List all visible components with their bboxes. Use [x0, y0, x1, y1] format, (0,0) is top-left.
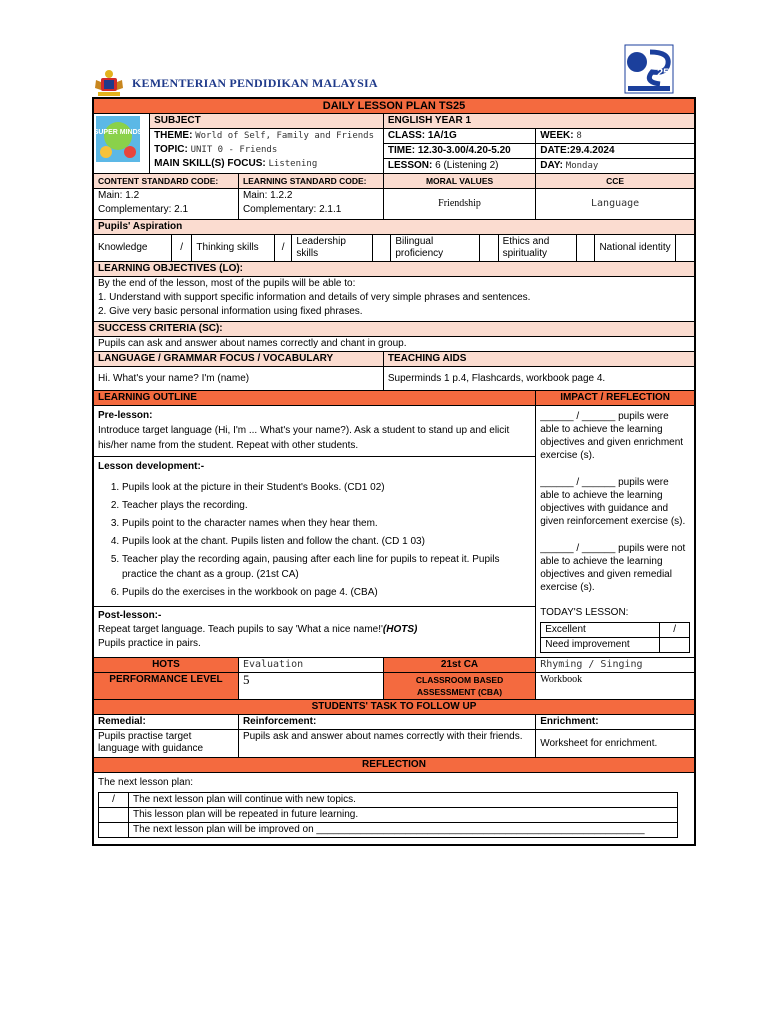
dev-step-5: 5. Teacher play the recording again, pausing after each line for pupils to repeat it. Pupils practice the chant as a group. (21st CA) [122, 552, 531, 582]
day-label: DAY: [540, 160, 564, 171]
topic-label: TOPIC: [154, 144, 188, 155]
cce-value: Language [536, 189, 695, 220]
objective-1: 1. Understand with support specific information and details of very simple phrases and sentences. [98, 292, 531, 303]
option-1-mark: / [99, 793, 129, 808]
pre-lesson-text: Introduce target language (Hi, I'm ... What's your name?). Ask a student to stand up and elicit his/her name from the student. Repeat with other students. [98, 425, 510, 451]
content-comp: Complementary: 2.1 [98, 204, 189, 215]
week-cell [536, 129, 695, 144]
logo-number: 25 [657, 67, 670, 79]
objectives-cell [94, 277, 695, 322]
class-info: CLASS: 1A/1G [383, 129, 535, 144]
pre-lesson-block [94, 406, 535, 457]
rating-need-improvement: Need improvement [541, 638, 660, 653]
ts25-logo-icon [624, 44, 674, 94]
aids-text: Superminds 1 p.4, Flashcards, workbook page 4. [383, 367, 694, 391]
option-2-text: This lesson plan will be repeated in future learning. [129, 808, 678, 823]
hots-value: Evaluation [238, 658, 383, 673]
outline-cell [94, 406, 536, 658]
reflection-cell [94, 773, 695, 845]
superminds-book-icon [96, 116, 140, 162]
impact-header: IMPACT / REFLECTION [536, 391, 695, 406]
day-value: Monday [565, 161, 599, 171]
enrichment-text: Worksheet for enrichment. [536, 730, 695, 758]
post-lesson-block [94, 607, 535, 652]
aspiration-national: National identity [595, 235, 675, 261]
objectives-header: LEARNING OBJECTIVES (LO): [94, 262, 695, 277]
rating-excellent-mark: / [660, 623, 690, 638]
theme-value: World of Self, Family and Friends [195, 131, 374, 141]
learning-standard-header: LEARNING STANDARD CODE: [238, 174, 383, 189]
week-value: 8 [576, 131, 582, 141]
impact-cell [536, 406, 695, 658]
rating-excellent: Excellent [541, 623, 660, 638]
performance-label: PERFORMANCE LEVEL [94, 673, 239, 700]
topic-value: UNIT 0 - Friends [190, 145, 278, 155]
skill-value: Listening [268, 159, 318, 169]
moral-value: Friendship [383, 189, 535, 220]
option-3-mark [99, 823, 129, 838]
reflection-header: REFLECTION [94, 758, 695, 773]
objectives-intro: By the end of the lesson, most of the pupils will be able to: [98, 278, 356, 289]
performance-value: 5 [238, 673, 383, 700]
reinforcement-text: Pupils ask and answer about names correctly with their friends. [238, 730, 535, 758]
content-standard-header: CONTENT STANDARD CODE: [94, 174, 239, 189]
ministry-name: KEMENTERIAN PENDIDIKAN MALAYSIA [132, 76, 378, 90]
aspiration-row [94, 235, 695, 262]
subject-value: ENGLISH YEAR 1 [383, 114, 694, 129]
date-info: DATE:29.4.2024 [536, 144, 695, 159]
moral-values-header: MORAL VALUES [383, 174, 535, 189]
aspiration-leadership-mark [372, 235, 391, 261]
content-main: Main: 1.2 [98, 190, 140, 201]
impact-2: ______ / ______ pupils were able to achieve the learning objectives with guidance and given reinforcement exercise (s). [540, 477, 686, 527]
today-lesson-label: TODAY'S LESSON: [540, 607, 629, 618]
reflection-options [98, 792, 678, 838]
rating-need-improvement-mark [660, 638, 690, 653]
learning-main: Main: 1.2.2 [242, 190, 293, 201]
focus-header: LANGUAGE / GRAMMAR FOCUS / VOCABULARY [94, 352, 384, 367]
content-standard-cell [94, 189, 239, 220]
aspiration-knowledge: Knowledge [94, 235, 171, 261]
rating-table [540, 622, 690, 653]
remedial-label: Remedial: [94, 715, 239, 730]
cba-label: CLASSROOM BASED ASSESSMENT (CBA) [383, 673, 535, 700]
dev-step-6: 6. Pupils do the exercises in the workbook on page 4. (CBA) [122, 585, 531, 600]
day-cell [536, 159, 695, 174]
reflection-intro: The next lesson plan: [98, 777, 194, 788]
tasks-header: STUDENTS' TASK TO FOLLOW UP [94, 700, 695, 715]
aspiration-header: Pupils' Aspiration [94, 220, 695, 235]
aspiration-knowledge-mark: / [171, 235, 192, 261]
learning-standard-cell [238, 189, 383, 220]
theme-label: THEME: [154, 130, 193, 141]
post-lesson-text: Repeat target language. Teach pupils to say 'What a nice name!' [98, 624, 383, 635]
success-text: Pupils can ask and answer about names correctly and chant in group. [94, 337, 695, 352]
theme-topic-cell [150, 129, 384, 174]
remedial-text: Pupils practise target language with guidance [94, 730, 239, 758]
option-1-text: The next lesson plan will continue with new topics. [129, 793, 678, 808]
book-logo-text: SUPER MINDS [96, 129, 140, 136]
post-lesson-hots: (HOTS) [382, 624, 418, 635]
aids-header: TEACHING AIDS [383, 352, 694, 367]
dev-step-2: 2. Teacher plays the recording. [122, 498, 531, 513]
aspiration-leadership: Leadership skills [292, 235, 372, 261]
aspiration-ethics: Ethics and spirituality [498, 235, 576, 261]
aspiration-thinking: Thinking skills [192, 235, 274, 261]
lesson-plan-document [92, 97, 696, 846]
option-3-text: The next lesson plan will be improved on ___________________________________________________________ [129, 823, 678, 838]
malaysia-crest-icon [92, 68, 126, 98]
ca-value: Rhyming / Singing [536, 658, 695, 673]
week-label: WEEK: [540, 130, 574, 141]
lesson-cell [383, 159, 535, 174]
reinforcement-label: Reinforcement: [238, 715, 535, 730]
book-cover [94, 114, 150, 174]
development-label: Lesson development:- [98, 461, 205, 472]
impact-3: ______ / ______ pupils were not able to achieve the learning objectives and given remedial exercise (s). [540, 543, 686, 593]
ts25-logo [624, 44, 674, 94]
option-2-mark [99, 808, 129, 823]
aspiration-bilingual-mark [480, 235, 499, 261]
lesson-value: 6 (Listening 2) [435, 160, 499, 171]
learning-comp: Complementary: 2.1.1 [242, 204, 342, 215]
cce-header: CCE [536, 174, 695, 189]
impact-1: ______ / ______ pupils were able to achieve the learning objectives and given enrichment exercise (s). [540, 411, 684, 461]
objective-2: 2. Give very basic personal information using fixed phrases. [98, 306, 363, 317]
ministry-header [92, 68, 412, 98]
success-header: SUCCESS CRITERIA (SC): [94, 322, 695, 337]
subject-label: SUBJECT [150, 114, 384, 129]
dev-step-4: 4. Pupils look at the chant. Pupils listen and follow the chant. (CD 1 03) [122, 534, 531, 549]
post-lesson-text-2: Pupils practice in pairs. [98, 638, 201, 649]
skill-label: MAIN SKILL(S) FOCUS: [154, 158, 266, 169]
outline-header: LEARNING OUTLINE [94, 391, 536, 406]
plan-title: DAILY LESSON PLAN TS25 [94, 99, 695, 114]
enrichment-label: Enrichment: [536, 715, 695, 730]
pre-lesson-label: Pre-lesson: [98, 410, 153, 421]
time-info: TIME: 12.30-3.00/4.20-5.20 [383, 144, 535, 159]
post-lesson-label: Post-lesson:- [98, 610, 162, 621]
dev-step-3: 3. Pupils point to the character names when they hear them. [122, 516, 531, 531]
aspiration-bilingual: Bilingual proficiency [391, 235, 480, 261]
ca-label: 21st CA [383, 658, 535, 673]
aspiration-national-mark [675, 235, 694, 261]
dev-step-1: 1. Pupils look at the picture in their Student's Books. (CD1 02) [122, 480, 531, 495]
focus-text: Hi. What's your name? I'm (name) [94, 367, 384, 391]
cba-value: Workbook [536, 673, 695, 700]
aspiration-thinking-mark: / [274, 235, 292, 261]
development-block [94, 457, 535, 607]
aspiration-ethics-mark [576, 235, 595, 261]
lesson-label: LESSON: [387, 160, 433, 171]
hots-label: HOTS [94, 658, 239, 673]
